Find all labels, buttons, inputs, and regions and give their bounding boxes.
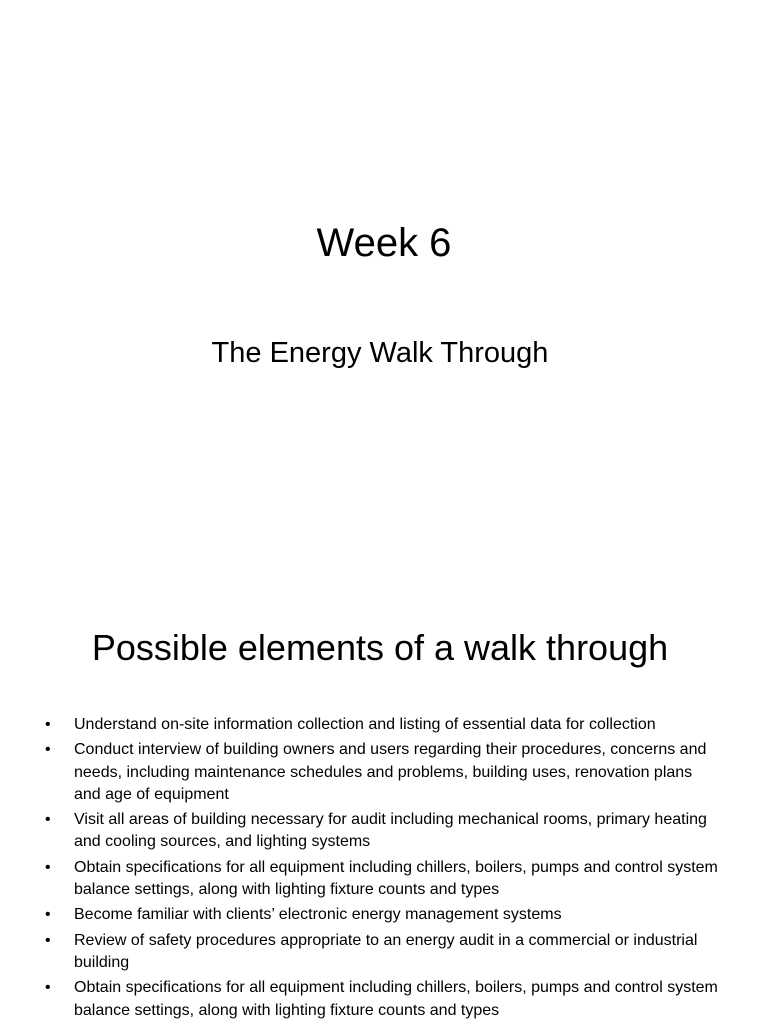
bullet-icon: • [45,716,51,733]
bullet-text: Understand on-site information collection and listing of essential data for collection [74,716,656,733]
bullet-icon: • [45,979,51,997]
bullet-item [42,930,722,975]
bullet-item [42,714,722,736]
bullet-item [42,904,722,926]
slide-subtitle: The Energy Walk Through [211,337,549,369]
content-slide [0,600,768,1024]
bullet-item [42,809,722,854]
bullet-text: Obtain specifications for all equipment including chillers, boilers, pumps and control system balance settings, along with lighting fixture counts and types [74,858,718,899]
bullet-text: Obtain specifications for all equipment including chillers, boilers, pumps and control system balance settings, along with lighting fixture counts and types [74,979,718,1019]
bullet-item [42,977,722,1022]
slide-heading: Possible elements of a walk through [91,627,669,668]
bullet-icon: • [45,811,51,829]
bullet-text: Review of safety procedures appropriate to an energy audit in a commercial or industrial building [74,931,698,971]
bullet-text: Become familiar with clients’ electronic energy management systems [74,906,562,924]
bullet-icon: • [45,741,51,759]
bullet-icon: • [45,858,51,876]
bullet-item [42,857,722,902]
bullet-text: Visit all areas of building necessary for audit including mechanical rooms, primary heating and cooling sources, and lighting systems [74,811,707,851]
bullet-item [42,739,722,806]
bullet-list [42,714,722,1025]
bullet-text: Conduct interview of building owners and users regarding their procedures, concerns and needs, including maintenance schedules and problems, building uses, renovation plans and age of equipment [74,741,707,803]
bullet-icon: • [45,906,51,924]
slide-title: Week 6 [316,221,452,265]
bullet-icon: • [45,931,51,949]
